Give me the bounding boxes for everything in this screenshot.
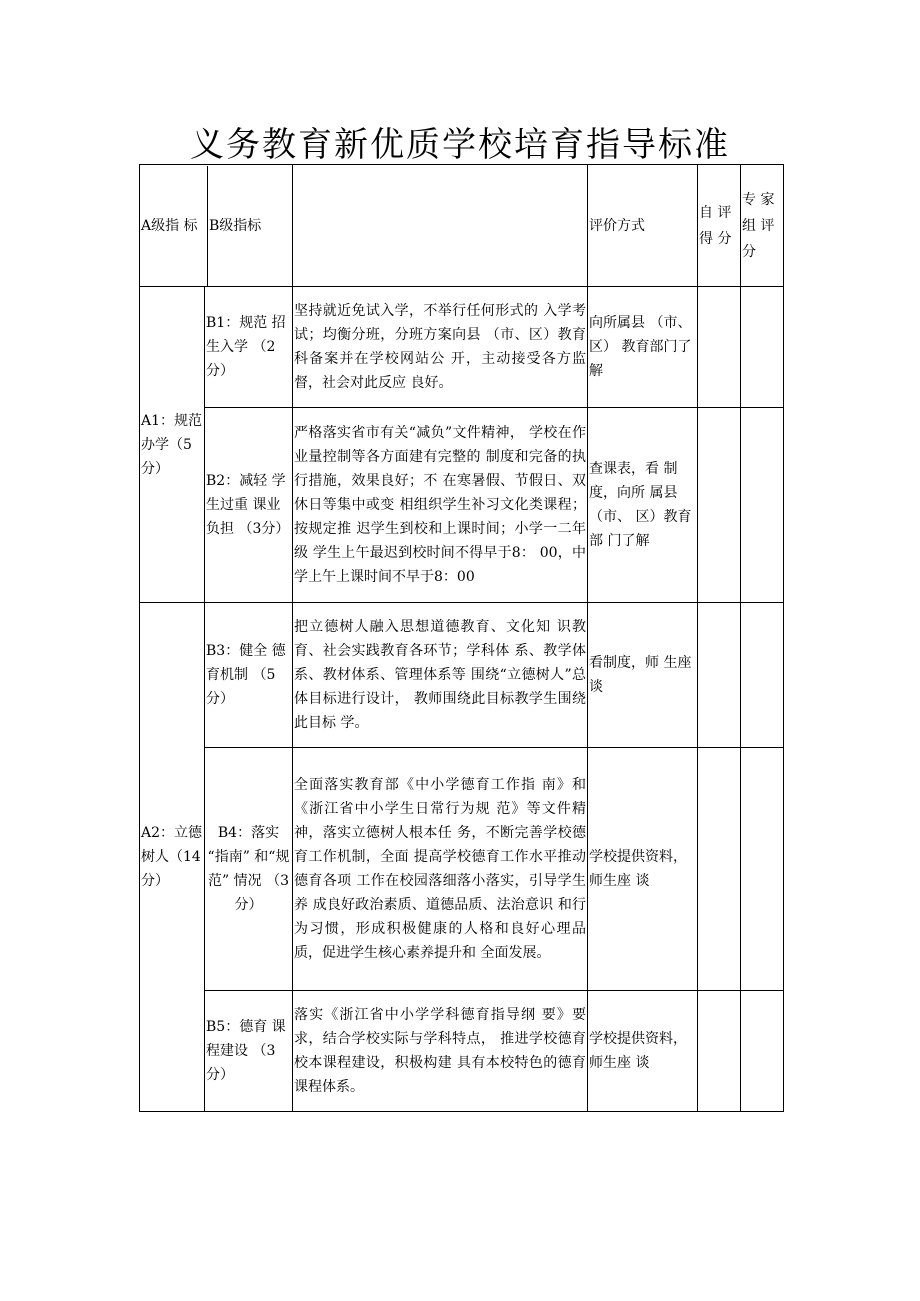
self-score-cell xyxy=(698,603,741,748)
self-score-cell xyxy=(698,991,741,1112)
header-expert-score: 专 家 组 评 分 xyxy=(741,165,784,287)
table-row xyxy=(140,408,784,603)
table-row xyxy=(140,603,784,748)
b-level-cell: B2：减轻 学生过重 课业负担 （3分） xyxy=(205,408,293,603)
header-self-score: 自 评 得 分 xyxy=(698,165,741,287)
method-cell: 向所属县 （市、区） 教育部门了 解 xyxy=(588,287,698,408)
b-level-cell: B5：德育 课程建设 （3分） xyxy=(205,991,293,1112)
table-row xyxy=(140,991,784,1112)
header-a-level: A级指 标 xyxy=(140,166,208,286)
expert-score-cell xyxy=(741,991,784,1112)
content-cell: 严格落实省市有关“减负”文件精神， 学校在作业量控制等各方面建有完整的 制度和完备的执行措施，效果良好；不 在寒暑假、节假日、双休日等集中或变 相组织学生补习文化类课程；按规定推 迟学生到校和上课时间；小学一二年级 学生上午最迟到校时间不得早于8： 00，中学上午上课时间不早于8：00 xyxy=(293,408,588,603)
header-b-level: B级指标 xyxy=(209,217,262,234)
content-cell: 坚持就近免试入学，不举行任何形式的 入学考试；均衡分班，分班方案向县 （市、区）教育科备案并在学校网站公 开，主动接受各方监督，社会对此反应 良好。 xyxy=(293,287,588,408)
a-level-cell: A2：立德树人（14 分） xyxy=(140,603,205,1112)
table-row xyxy=(140,287,784,408)
document-title: 义务教育新优质学校培育指导标准 xyxy=(190,125,730,165)
header-row xyxy=(140,165,784,287)
method-cell: 学校提供资料，师生座 谈 xyxy=(588,748,698,991)
header-eval-method: 评价方式 xyxy=(588,165,698,287)
self-score-cell xyxy=(698,287,741,408)
b-level-cell: B4：落实 “指南” 和“规 范” 情况 （3分） xyxy=(205,748,293,991)
content-cell: 把立德树人融入思想道德教育、文化知 识教育、社会实践教育各环节；学科体 系、教学体系、教材体系、管理体系等 围绕“立德树人”总体目标进行设计， 教师围绕此目标教学生围绕此目标 学。 xyxy=(293,603,588,748)
b-level-cell: B1：规范 招生入学 （2分） xyxy=(205,287,293,408)
expert-score-cell xyxy=(741,748,784,991)
a-level-cell: A1：规范办学（5 分） xyxy=(140,287,205,603)
b-level-cell: B3：健全 德育机制 （5分） xyxy=(205,603,293,748)
self-score-cell xyxy=(698,748,741,991)
standards-table xyxy=(139,164,784,1112)
self-score-cell xyxy=(698,408,741,603)
method-cell: 看制度，师 生座谈 xyxy=(588,603,698,748)
method-cell: 学校提供资料，师生座 谈 xyxy=(588,991,698,1112)
expert-score-cell xyxy=(741,287,784,408)
content-cell: 全面落实教育部《中小学德育工作指 南》和《浙江省中小学生日常行为规 范》等文件精神，落实立德树人根本任 务，不断完善学校德育工作机制，全面 提高学校德育工作水平推动德育各项 工作在校园落细落小落实，引导学生养 成良好政治素质、道德品质、法治意识 和行为习惯，形成积极健康的人格和良好心理品质，促进学生核心素养提升和 全面发展。 xyxy=(293,748,588,991)
content-cell: 落实《浙江省中小学学科德育指导纲 要》要求，结合学校实际与学科特点， 推进学校德育校本课程建设，积极构建 具有本校特色的德育课程体系。 xyxy=(293,991,588,1112)
table-row xyxy=(140,748,784,991)
expert-score-cell xyxy=(741,603,784,748)
method-cell: 查课表，看 制度，向所 属县 （市、 区）教育部 门了解 xyxy=(588,408,698,603)
expert-score-cell xyxy=(741,408,784,603)
